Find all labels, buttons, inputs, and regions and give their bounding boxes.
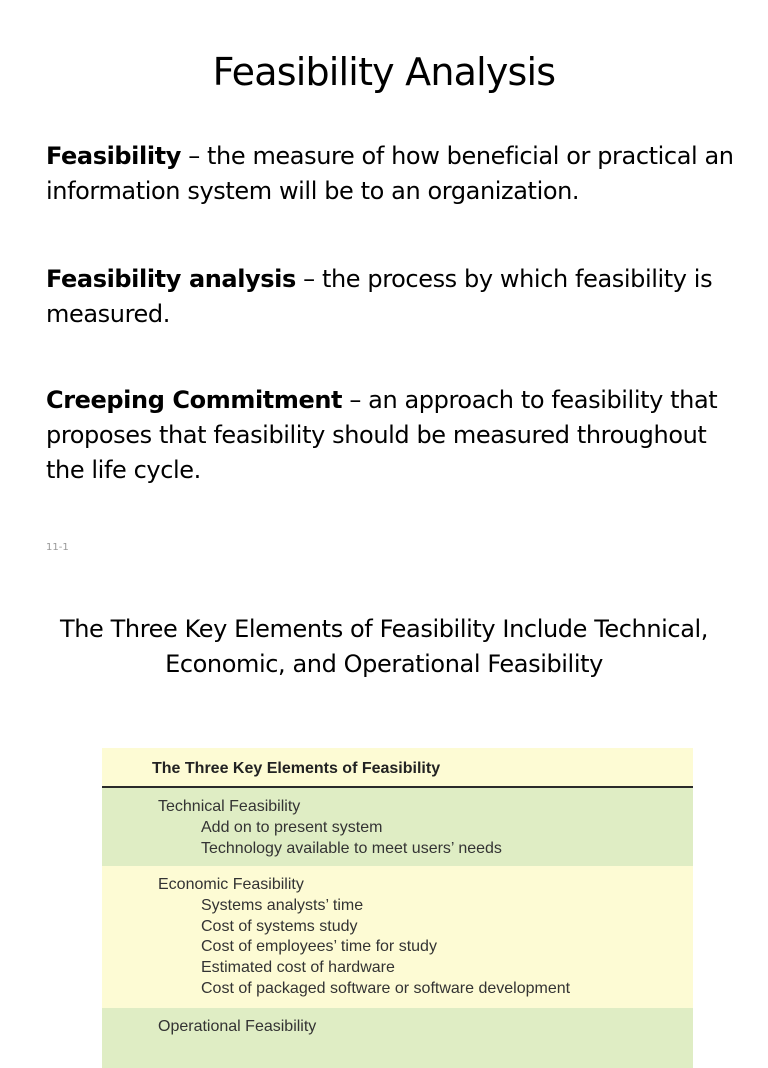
group-item: Add on to present system [201,818,383,836]
table-group-technical [102,788,693,866]
definition-creeping-commitment [46,383,736,488]
definition-text: – an approach to feasibility that proposes that feasibility should be measured throughout the life cycle. [46,386,718,484]
group-item: Cost of systems study [201,917,358,935]
section-heading: The Three Key Elements of Feasibility Include Technical, Economic, and Operational Feasibility [59,615,709,678]
group-title: Economic Feasibility [158,876,304,893]
group-title: Operational Feasibility [158,1018,317,1035]
feasibility-elements-table [102,748,693,1035]
group-item: Cost of packaged software or software development [201,979,571,997]
definition-term: Feasibility analysis [46,265,296,293]
definition-term: Feasibility [46,142,181,170]
slide-number: 11-1 [46,542,69,553]
group-item: Estimated cost of hardware [201,959,395,977]
group-item: Technology available to meet users’ needs [201,839,502,857]
table-group-operational [102,1008,693,1068]
table-header: The Three Key Elements of Feasibility [102,748,693,788]
slide-title: Feasibility Analysis [212,50,556,94]
group-title: Technical Feasibility [158,798,301,815]
definition-feasibility-analysis [46,262,736,332]
definition-term: Creeping Commitment [46,386,343,414]
group-item: Systems analysts’ time [201,896,364,914]
definition-text: – the measure of how beneficial or practical an information system will be to an organization. [46,142,734,205]
definition-feasibility [46,139,736,209]
group-item: Cost of employees’ time for study [201,938,437,956]
table-group-economic [102,866,693,1008]
definition-text: – the process by which feasibility is measured. [46,265,713,328]
